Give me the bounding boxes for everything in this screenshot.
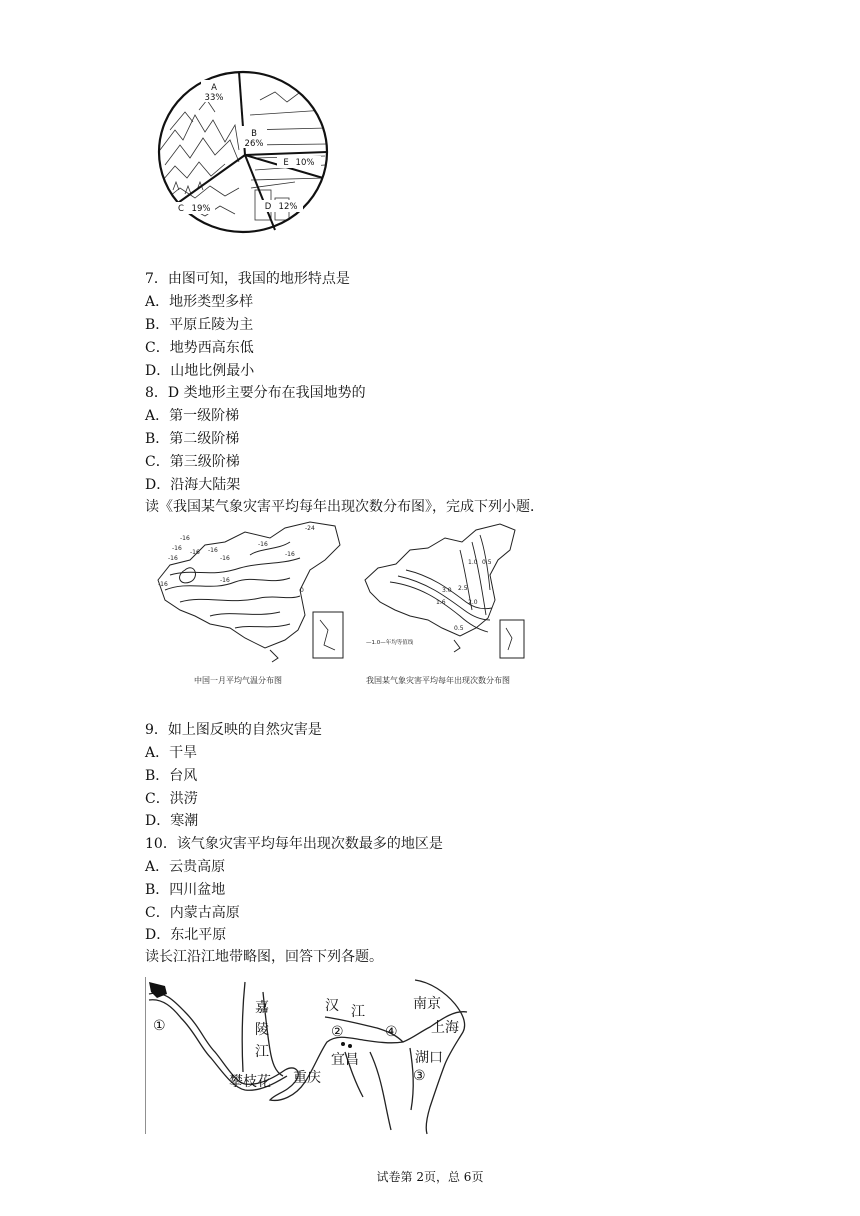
q9-option-d: D．寒潮 xyxy=(145,813,199,829)
pie-label-e-pct: 10% xyxy=(295,158,315,168)
river-label-jiang2: 江 xyxy=(351,1004,365,1020)
river-label-jiang1: 江 xyxy=(255,1044,269,1060)
disaster-frequency-map xyxy=(360,520,535,665)
map2-label: 0.5 xyxy=(482,559,492,566)
q8-stem: 8．D 类地形主要分布在我国地势的 xyxy=(145,385,366,401)
pie-label-a-letter: A xyxy=(211,83,217,93)
map2-caption: 我国某气象灾害平均每年出现次数分布图 xyxy=(366,676,510,685)
q10-option-b: B．四川盆地 xyxy=(145,882,226,898)
q7-option-b: B．平原丘陵为主 xyxy=(145,317,254,333)
map1-label: -16 xyxy=(158,581,168,588)
map1-label: -16 xyxy=(258,541,268,548)
marker-4: ④ xyxy=(385,1024,398,1040)
q10-option-a: A．云贵高原 xyxy=(145,859,226,875)
pie-label-b-letter: B xyxy=(251,129,257,139)
marker-3: ③ xyxy=(413,1068,426,1084)
river-label-ling: 陵 xyxy=(255,1022,269,1038)
q10-option-d: D．东北平原 xyxy=(145,927,227,943)
pie-label-d-pct: 12% xyxy=(278,202,298,212)
pie-label-c-letter: C xyxy=(178,204,184,214)
terrain-pie-diagram xyxy=(155,70,335,235)
intro-weather-disaster: 读《我国某气象灾害平均每年出现次数分布图》，完成下列小题． xyxy=(145,499,544,515)
map1-label: -16 xyxy=(180,535,190,542)
pie-label-b-pct: 26% xyxy=(244,139,264,149)
q8-option-d: D．沿海大陆架 xyxy=(145,477,241,493)
q8-option-b: B．第二级阶梯 xyxy=(145,431,240,447)
q9-option-b: B．台风 xyxy=(145,768,198,784)
q8-option-c: C．第三级阶梯 xyxy=(145,454,240,470)
city-panzhihua: 攀枝花 xyxy=(229,1074,271,1090)
river-label-jia: 嘉 xyxy=(255,1000,269,1016)
pie-label-a-pct: 33% xyxy=(204,93,224,103)
marker-2: ② xyxy=(331,1024,344,1040)
intro-yangtze: 读长江沿江地带略图，回答下列各题。 xyxy=(145,949,383,965)
q9-stem: 9．如上图反映的自然灾害是 xyxy=(145,722,322,738)
marker-1: ① xyxy=(153,1018,166,1034)
city-yichang: 宜昌 xyxy=(331,1052,359,1068)
city-nanjing: 南京 xyxy=(413,996,441,1012)
q9-option-c: C．洪涝 xyxy=(145,791,198,807)
map1-label: -16 xyxy=(220,555,230,562)
q7-option-a: A．地形类型多样 xyxy=(145,294,254,310)
map1-label: -16 xyxy=(208,547,218,554)
map2-label: 1.0 xyxy=(468,559,478,566)
map1-caption: 中国一月平均气温分布图 xyxy=(194,676,282,685)
page-footer: 试卷第 2页，总 6页 xyxy=(376,1170,484,1184)
map2-label: 2.0 xyxy=(468,599,478,606)
map1-label: -16 xyxy=(285,551,295,558)
january-temperature-map xyxy=(150,520,350,665)
map2-label: 3.0 xyxy=(442,587,452,594)
q7-option-d: D．山地比例最小 xyxy=(145,363,255,379)
map2-label: 0.5 xyxy=(454,625,464,632)
map1-label: -16 xyxy=(190,549,200,556)
q8-option-a: A．第一级阶梯 xyxy=(145,408,240,424)
city-shanghai: 上海 xyxy=(431,1020,459,1036)
map1-label: -16 xyxy=(220,577,230,584)
q10-stem: 10．该气象灾害平均每年出现次数最多的地区是 xyxy=(145,836,443,852)
map2-legend: —1.0—年均等值线 xyxy=(366,640,414,646)
q9-option-a: A．干旱 xyxy=(145,745,198,761)
river-label-han: 汉 xyxy=(325,998,339,1014)
q7-option-c: C．地势西高东低 xyxy=(145,340,254,356)
q7-stem: 7．由图可知，我国的地形特点是 xyxy=(145,271,350,287)
map2-label: 2.5 xyxy=(458,585,468,592)
map1-label: -16 xyxy=(172,545,182,552)
map1-label: 0 xyxy=(300,587,304,594)
pie-label-d-letter: D xyxy=(264,202,272,212)
q10-option-c: C．内蒙古高原 xyxy=(145,905,240,921)
map2-label: 1.6 xyxy=(436,599,446,606)
city-hukou: 湖口 xyxy=(415,1050,443,1066)
map1-label: -16 xyxy=(168,555,178,562)
yangtze-river-map xyxy=(145,972,480,1137)
city-chongqing: 重庆 xyxy=(293,1070,321,1086)
pie-label-e-letter: E xyxy=(283,158,289,168)
pie-label-c-pct: 19% xyxy=(191,204,211,214)
map1-label: -24 xyxy=(305,525,315,532)
